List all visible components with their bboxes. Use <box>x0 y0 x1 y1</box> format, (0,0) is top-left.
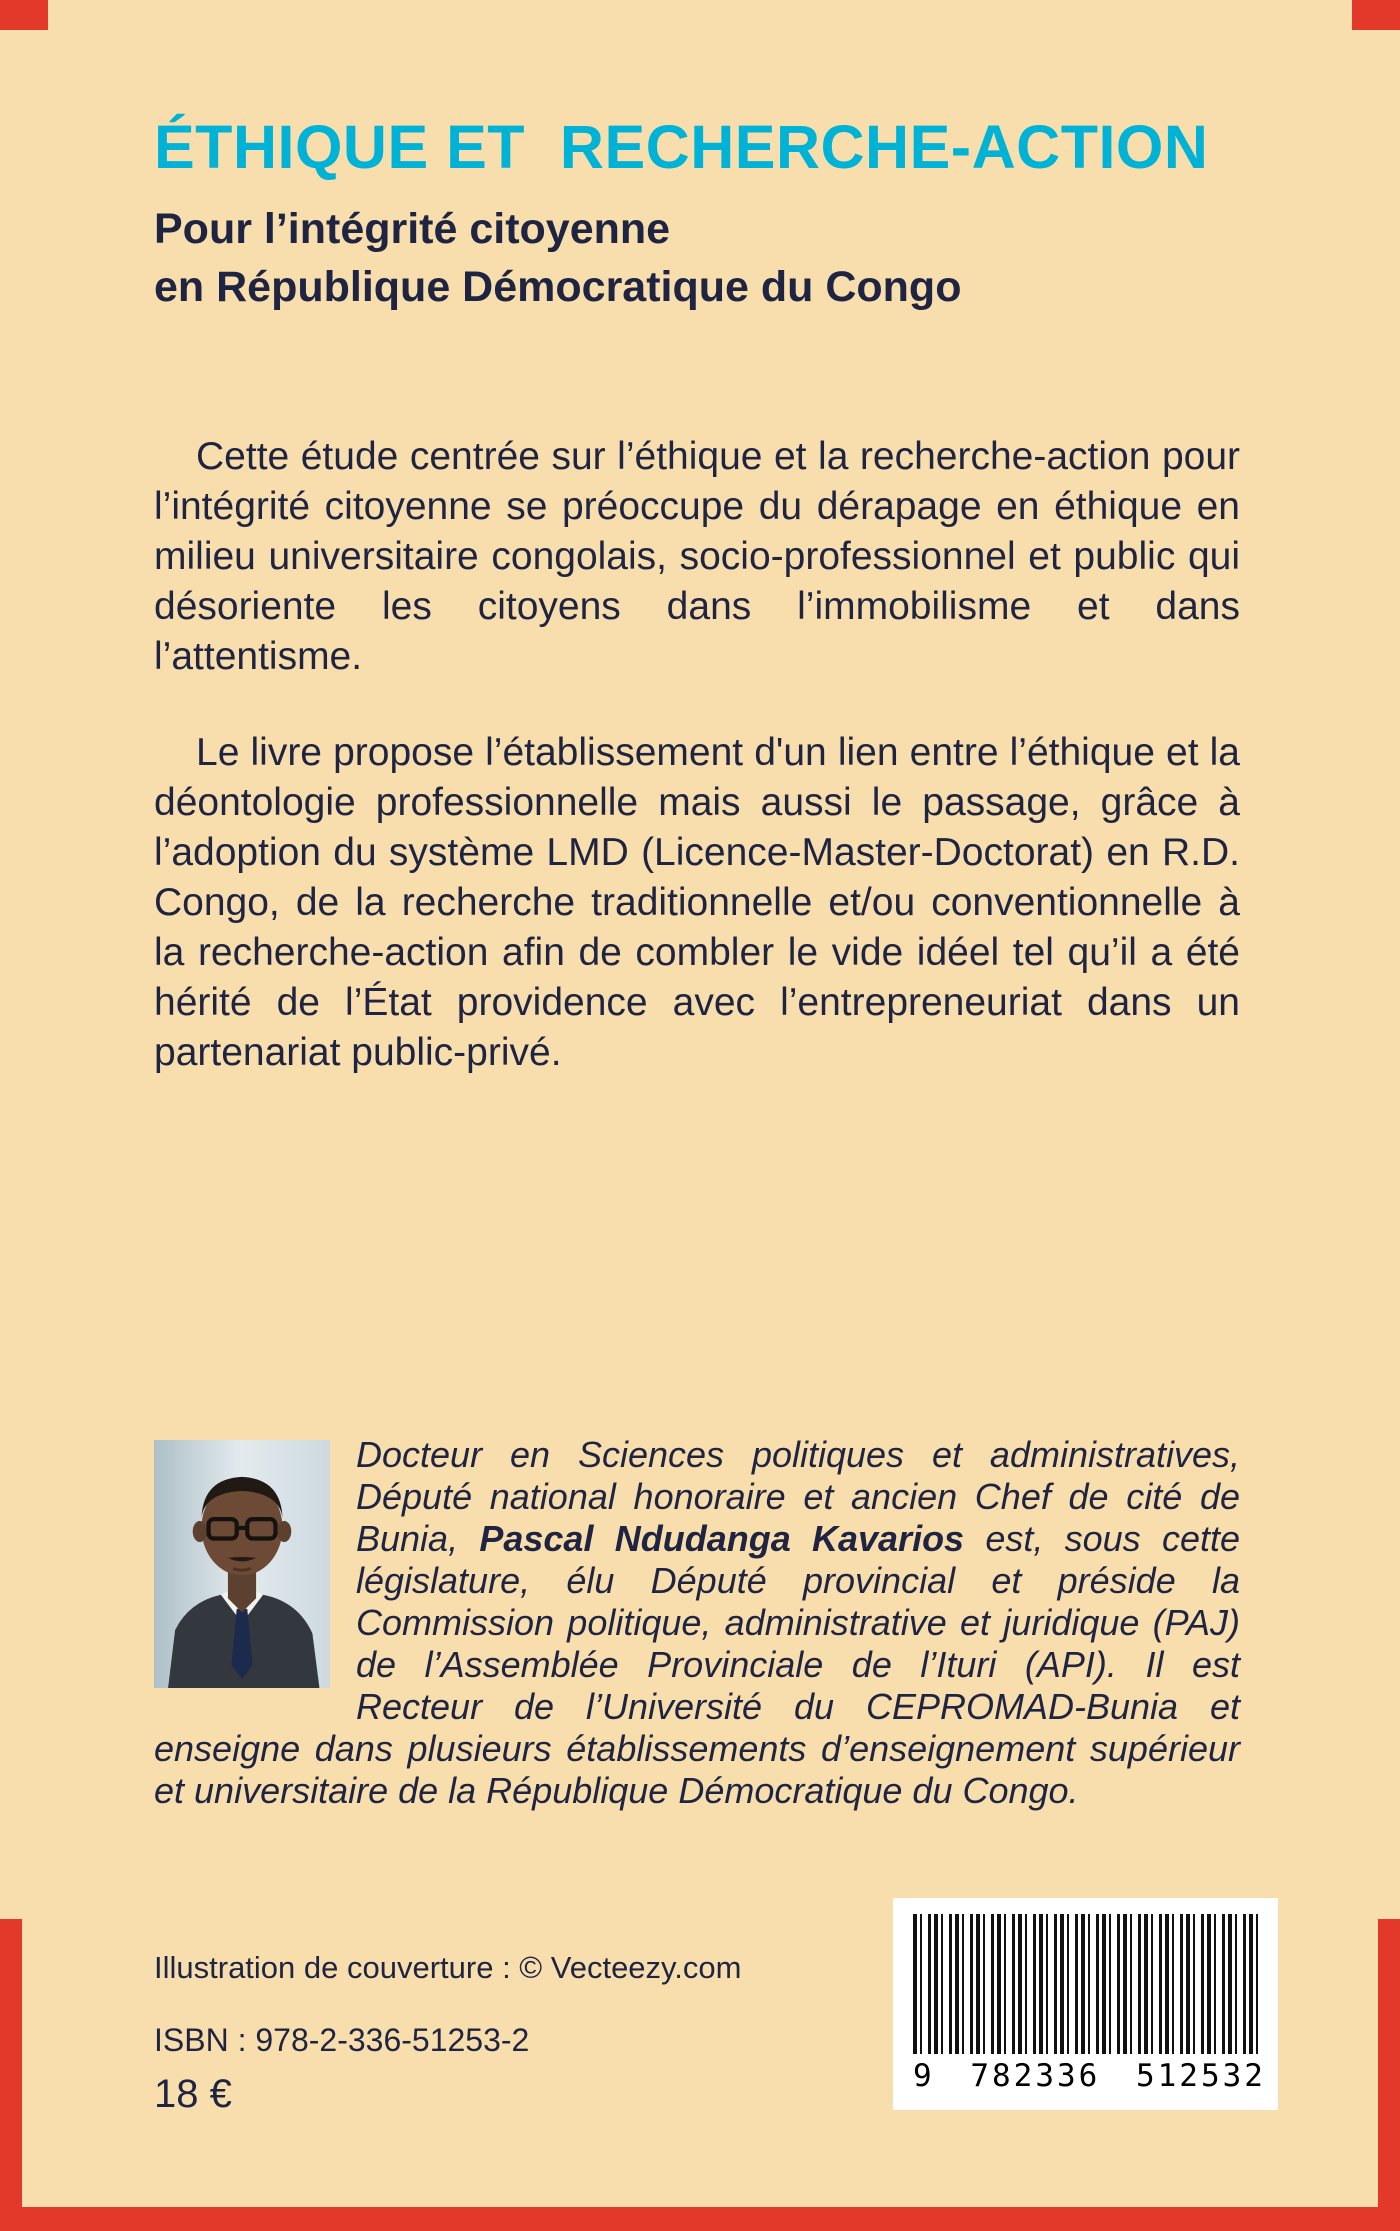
subtitle-line-2: en République Démocratique du Congo <box>154 263 962 311</box>
subtitle-line-1: Pour l’intégrité citoyenne <box>154 205 671 253</box>
bio-text-start: Docteur en Sciences politiques et administratives, Député national honoraire et ancien Chef de cité de Bunia, <box>356 1434 1240 1559</box>
barcode-digits: 9 782336 512532 <box>913 2058 1266 2094</box>
author-bio-block <box>154 1434 1240 1812</box>
price-text: 18 € <box>154 2072 232 2116</box>
print-mark-top-right <box>1352 0 1400 30</box>
barcode <box>893 1898 1278 2110</box>
synopsis-paragraph-1: Cette étude centrée sur l’éthique et la recherche-action pour l’intégrité citoyenne se préoccupe du dérapage en éthique en milieu universitaire congolais, socio-professionnel et public qui désoriente les citoyens dans l’immobilisme et dans l’attentisme. <box>154 435 1240 678</box>
cover-illustration-credit: Illustration de couverture : © Vecteezy.com <box>154 1950 742 1985</box>
isbn-text: ISBN : 978-2-336-51253-2 <box>154 2022 530 2058</box>
print-mark-bottom-right <box>1378 1919 1400 2209</box>
book-subtitle <box>154 200 1240 316</box>
author-photo <box>154 1440 330 1688</box>
print-mark-bottom-edge <box>0 2207 1400 2231</box>
print-mark-bottom-left <box>0 1919 22 2209</box>
barcode-bars <box>913 1914 1258 2054</box>
print-mark-top-left <box>0 0 48 30</box>
bio-text-end: est, sous cette législature, élu Député provincial et préside la Commission politique, administrative et juridique (PAJ) de l’Assemblée Provinciale de l’Ituri (API). Il est Recteur de l’Université du CEPROMAD-Bunia et enseigne dans plusieurs établissements d’enseignement supérieur et universitaire de la République Démocratique du Congo. <box>154 1518 1241 1811</box>
synopsis-paragraph-2: Le livre propose l’établissement d'un lien entre l’éthique et la déontologie professionnelle mais aussi le passage, grâce à l’adoption du système LMD (Licence-Master-Doctorat) en R.D. Congo, de la recherche traditionnelle et/ou conventionnelle à la recherche-action afin de combler le vide idéel tel qu’il a été hérité de l’État providence avec l’entrepreneuriat dans un partenariat public-privé. <box>154 731 1240 1074</box>
book-title: ÉTHIQUE ET RECHERCHE-ACTION <box>154 113 1209 181</box>
author-name: Pascal Ndudanga Kavarios <box>479 1518 965 1559</box>
